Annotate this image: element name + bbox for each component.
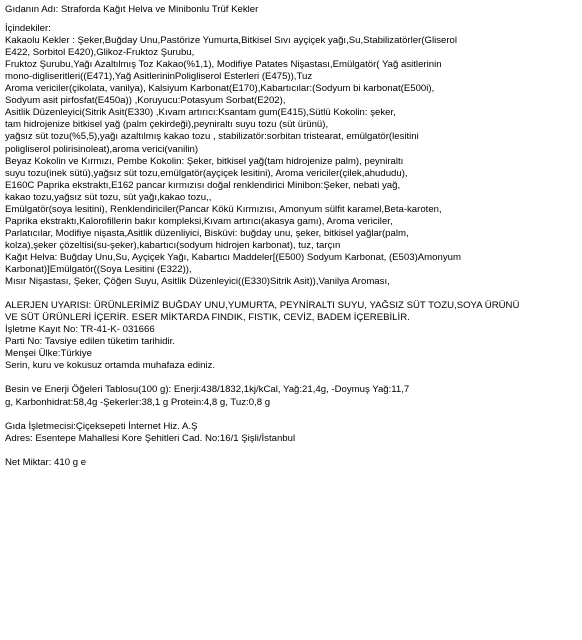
storage-instructions: Serin, kuru ve kokusuz ortamda muhafaza ediniz. [5,360,216,372]
ingredient-line: Asitlik Düzenleyici(Sitrik Asit(E330) ,Kıvam artırıcı:Ksantam gum(E415),Sütlü Kokolin: şeker, [5,107,396,119]
ingredient-line: tam hidrojenize bitkisel yağ (palm çekirdeği),peyniraltı suyu tozu (süt ürünü), [5,119,329,131]
country-of-origin: Menşei Ülke:Türkiye [5,348,92,360]
ingredient-line: Kakaolu Kekler : Şeker,Buğday Unu,Pastörize Yumurta,Bitkisel Sıvı ayçiçek yağı,Su,Stabilizatörler(Gliserol [5,35,458,47]
ingredient-line: mono-digliseritleri((E471),Yağ AsitlerininPoligliserol Esterleri (E475)),Tuz [5,71,313,83]
ingredient-line: Sodyum asit pirfosfat(E450a)) ,Koruyucu:Potasyum Sorbat(E202), [5,95,286,107]
net-quantity: Net Miktar: 410 g e [5,456,87,468]
allergen-warning [5,300,578,324]
allergen-line: VE SÜT ÜRÜNLERİ İÇERİR. ESER MİKTARDA FINDIK, FISTIK, CEVİZ, BADEM İÇEREBİLİR. [5,312,410,324]
registration-number: İşletme Kayıt No: TR-41-K- 031666 [5,324,155,336]
ingredient-line: kakao tozu,yağsız süt tozu, süt yağı,kakao tozu,, [5,191,212,203]
ingredient-line: Paprika ekstraktı,Kalorofillerin bakır kompleksi,Kıvam artırıcı(akasya gamı), Aroma vericiler, [5,215,393,227]
ingredient-line: suyu tozu(inek sütü),yağsız süt tozu,emülgatör(ayçiçek lesitini), Aroma vericiler(çilek,ahududu), [5,167,408,179]
food-business-operator: Gıda İşletmecisi:Çiçeksepeti İnternet Hiz. A.Ş [5,420,198,432]
ingredients-list [5,35,578,288]
ingredient-line: Parlatıcılar, Modifiye nişasta,Asitlik düzenliyici, Bisküvi: buğday unu, şeker, bitkisel yağlar(palm, [5,227,409,239]
product-name: Gıdanın Adı: Straforda Kağıt Helva ve Minibonlu Trüf Kekler [5,4,259,15]
nutrition-facts [5,384,578,408]
ingredient-line: poligliserol polirisinoleat),aroma verici(vanilin) [5,143,199,155]
ingredient-line: Aroma vericiler(çikolata, vanilya), Kalsiyum Karbonat(E170),Kabartıcılar:(Sodyum bi karbonat(E500i), [5,83,435,95]
ingredient-line: kolza),şeker çözeltisi(su-şeker),kabartıcı(sodyum hidrojen karbonat), tuz, tarçın [5,239,341,251]
ingredient-line: Mısır Nişastası, Şeker, Çöğen Suyu, Asitlik Düzenleyici((E330)Sitrik Asit)),Vanilya Aroması, [5,276,390,288]
ingredient-line: Emülgatör(soya lesitini), Renklendiriciler(Pancar Kökü Kırmızısı, Amonyum sülfit karamel,Beta-karoten, [5,203,442,215]
ingredient-line: Beyaz Kokolin ve Kırmızı, Pembe Kokolin: Şeker, bitkisel yağ(tam hidrojenize palm), peyniraltı [5,155,404,167]
ingredient-line: Karbonat)]Emülgatör((Soya Lesitini (E322)), [5,263,192,275]
ingredients-heading: İçindekiler: [5,23,51,35]
nutrition-line: Besin ve Enerji Öğeleri Tablosu(100 g): Enerji:438/1832,1kj/kCal, Yağ:21,4g, -Doymuş Yağ:11,7 [5,384,410,396]
ingredient-line: E160C Paprika ekstraktı,E162 pancar kırmızısı doğal renklendirici Minibon:Şeker, nebati yağ, [5,179,401,191]
ingredient-line: Fruktoz Şurubu,Yağı Azaltılmış Toz Kakao(%1,1), Modifiye Patates Nişastası,Emülgatör( Yağ asitlerinin [5,59,442,71]
nutrition-line: g, Karbonhidrat:58,4g -Şekerler:38,1 g Protein:4,8 g, Tuz:0,8 g [5,396,271,408]
batch-note: Parti No: Tavsiye edilen tüketim tarihidir. [5,336,175,348]
allergen-line: ALERJEN UYARISI: ÜRÜNLERİMİZ BUĞDAY UNU,YUMURTA, PEYNİRALTI SUYU, YAĞSIZ SÜT TOZU,SOYA ÜRÜNÜ [5,300,520,312]
ingredient-line: E422, Sorbitol E420),Glikoz-Fruktoz Şurubu, [5,47,195,59]
operator-address: Adres: Esentepe Mahallesi Kore Şehitleri Cad. No:16/1 Şişli/İstanbul [5,432,296,444]
ingredient-line: Kağıt Helva: Buğday Unu,Su, Ayçiçek Yağı, Kabartıcı Maddeler[(E500) Sodyum Karbonat, (E503)Amonyum [5,251,461,263]
ingredient-line: yağsız süt tozu(%5,5),yağı azaltılmış kakao tozu , stabilizatör:sorbitan tristearat, emülgatör(lesitini [5,131,419,143]
